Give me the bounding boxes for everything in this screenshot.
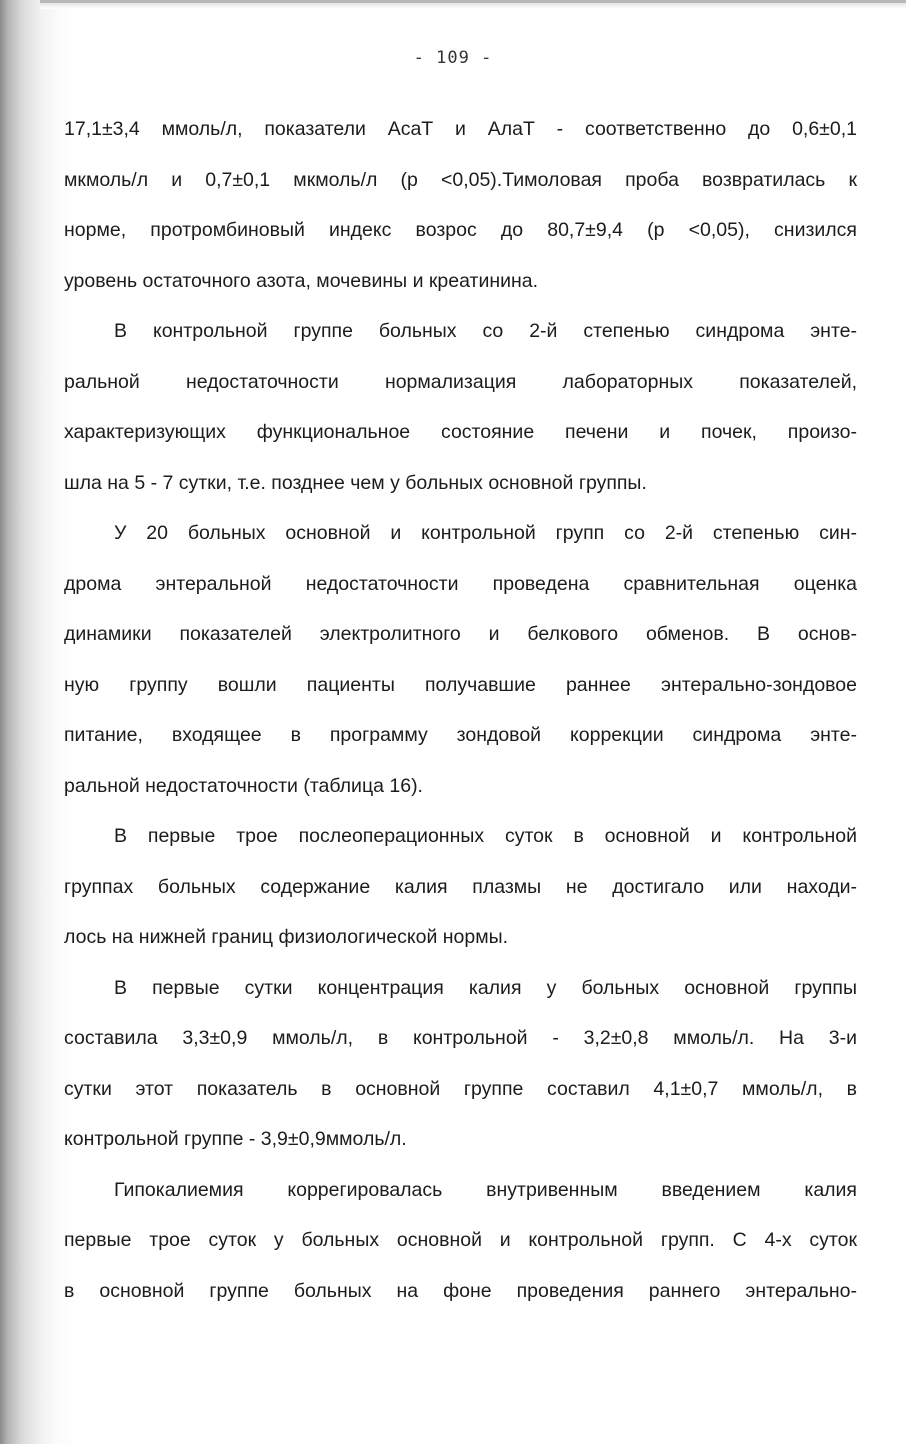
text-line: ную группу вошли пациенты получавшие раннее энтерально-зондовое (64, 673, 857, 696)
text-line: динамики показателей электролитного и белкового обменов. В основ- (64, 623, 857, 645)
text-line: ральной недостаточности нормализация лабораторных показателей, (64, 370, 857, 393)
text-line: 17,1±3,4 ммоль/л, показатели АсаТ и АлаТ - соответственно до 0,6±0,1 (64, 118, 857, 140)
page-number: - 109 - (413, 48, 493, 68)
paragraph-1 (64, 104, 857, 306)
text-line: У 20 больных основной и контрольной групп со 2-й степенью син- (114, 522, 857, 544)
text-line: контрольной группе - 3,9±0,9ммоль/л. (64, 1128, 407, 1150)
paragraph-5 (64, 963, 857, 1165)
text-line: группах больных содержание калия плазмы не достигало или находи- (64, 875, 857, 898)
text-line: Гипокалиемия коррегировалась внутривенным введением калия (114, 1178, 857, 1201)
text-line: уровень остаточного азота, мочевины и креатинина. (64, 269, 539, 292)
text-line: характеризующих функциональное состояние печени и почек, произо- (64, 421, 857, 443)
text-line: составила 3,3±0,9 ммоль/л, в контрольной - 3,2±0,8 ммоль/л. На 3-и (64, 1027, 857, 1049)
paragraph-6 (64, 1165, 857, 1317)
text-line: В контрольной группе больных со 2-й степенью синдрома энте- (114, 320, 857, 342)
text-line: лось на нижней границ физиологической нормы. (64, 926, 509, 948)
text-line: В первые сутки концентрация калия у больных основной группы (114, 976, 857, 999)
text-line: шла на 5 - 7 сутки, т.е. позднее чем у больных основной группы. (64, 471, 647, 494)
body-text (64, 104, 857, 1316)
paragraph-4 (64, 811, 857, 963)
text-line: В первые трое послеоперационных суток в основной и контрольной (114, 825, 857, 847)
paragraph-2 (64, 306, 857, 508)
text-line: дрома энтеральной недостаточности проведена сравнительная оценка (64, 572, 857, 595)
text-line: питание, входящее в программу зондовой коррекции синдрома энте- (64, 724, 857, 746)
page-top-shade (40, 3, 906, 9)
text-line: в основной группе больных на фоне проведения раннего энтерально- (64, 1279, 857, 1302)
paragraph-3 (64, 508, 857, 811)
text-line: сутки этот показатель в основной группе составил 4,1±0,7 ммоль/л, в (64, 1077, 857, 1100)
text-line: первые трое суток у больных основной и контрольной групп. С 4-х суток (64, 1229, 857, 1251)
text-line: мкмоль/л и 0,7±0,1 мкмоль/л (р <0,05).Тимоловая проба возвратилась к (64, 168, 857, 191)
text-line: норме, протромбиновый индекс возрос до 80,7±9,4 (р <0,05), снизился (64, 219, 857, 241)
text-line: ральной недостаточности (таблица 16). (64, 774, 423, 797)
